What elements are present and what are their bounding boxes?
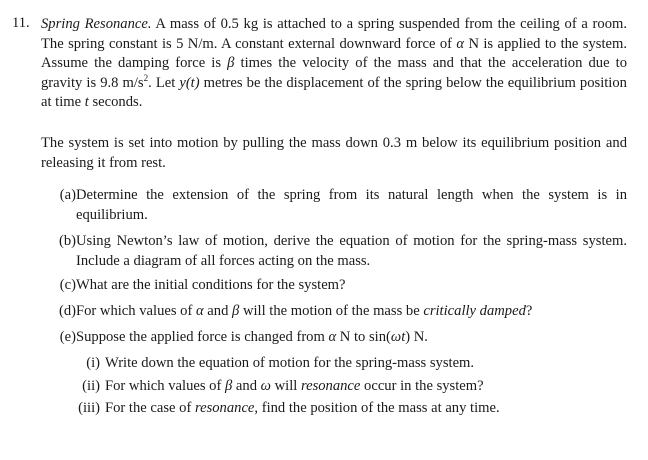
subpart-iii-label: (iii)	[78, 400, 100, 416]
subpart-ii: (ii) For which values of β and ω will resonance occur in the system?	[105, 377, 627, 397]
subpart-iii: (iii) For the case of resonance, find the position of the mass at any time.	[105, 399, 627, 419]
part-a-label: (a)	[59, 187, 76, 203]
resonance-emphasis: resonance	[300, 378, 361, 394]
alpha-symbol: α	[195, 303, 204, 319]
beta-symbol: β	[224, 378, 233, 394]
part-a	[59, 186, 627, 225]
part-c	[59, 276, 627, 296]
subpart-i	[86, 354, 627, 374]
part-b-label: (b)	[58, 233, 76, 249]
critically-damped-emphasis: critically damped	[423, 303, 526, 319]
subpart-ii-label: (ii)	[82, 378, 100, 394]
part-b	[58, 232, 627, 271]
beta-symbol: β	[227, 55, 235, 72]
omega-symbol: ω	[260, 378, 271, 394]
beta-symbol: β	[232, 303, 240, 319]
part-b-text: Using Newton’s law of motion, derive the equation of motion for the spring-mass system. Include a diagram of all forces acting on the mass.	[76, 233, 627, 269]
part-e-label: (e)	[59, 329, 76, 345]
omega-t: ωt	[390, 329, 406, 345]
problem-statement: Spring Resonance. A mass of 0.5 kg is attached to a spring suspended from the ceiling of a room. The spring constant is 5 N/m. A constant external downward force of α N is applied to the system. Assume the damping force is β times the velocity of the mass and that the acceleration due to gravity is 9.8 $m/s^2$. Let y(t) metres be the displacement of the spring below the equilibrium position at time t seconds.	[41, 16, 628, 111]
alpha-symbol: α	[456, 35, 465, 52]
part-e: (e) Suppose the applied force is changed from α N to sin(ωt) N.	[76, 328, 627, 348]
displacement-function: y(t)	[179, 74, 200, 91]
alpha-symbol: α	[328, 329, 337, 345]
part-d: (d) For which values of α and β will the motion of the mass be critically damped?	[76, 302, 627, 322]
part-c-label: (c)	[59, 277, 76, 293]
part-a-text: Determine the extension of the spring from its natural length when the system is in equilibrium.	[76, 187, 627, 223]
initial-setup-paragraph: The system is set into motion by pulling the mass down 0.3 m below its equilibrium position and releasing it from rest.	[41, 135, 627, 171]
question-number: 11.	[12, 15, 30, 31]
part-d-label: (d)	[58, 303, 76, 319]
subpart-i-text: Write down the equation of motion for the spring-mass system.	[105, 355, 475, 371]
subpart-i-label: (i)	[86, 355, 100, 371]
resonance-emphasis: resonance	[194, 400, 255, 416]
time-variable: t	[84, 94, 89, 111]
problem-title: Spring Resonance.	[41, 16, 152, 32]
part-c-text: What are the initial conditions for the system?	[76, 277, 346, 293]
